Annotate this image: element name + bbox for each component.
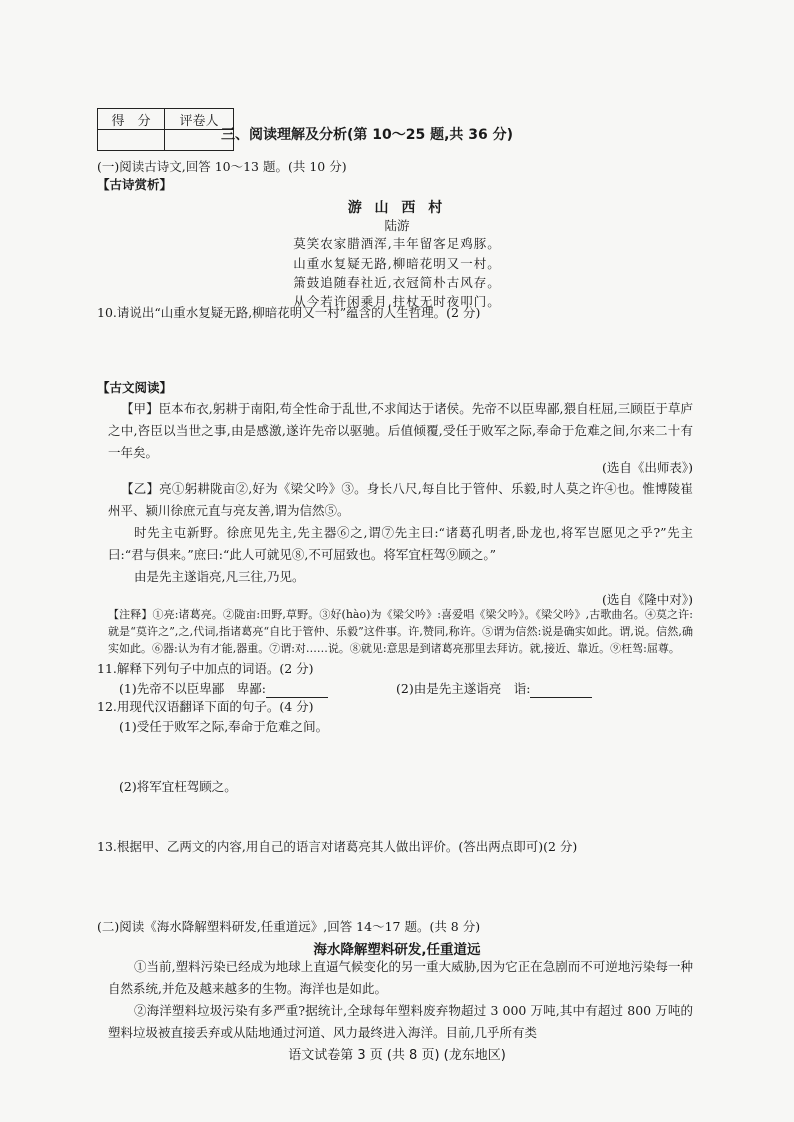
section-title: 三、阅读理解及分析(第 10～25 题,共 36 分) [221, 127, 514, 143]
article-para-1: ①当前,塑料污染已经成为地球上直逼气候变化的另一重大威胁,因为它正在急剧而不可逆地污染每一种自然系统,并危及越来越多的生物。海洋也是如此。 [108, 959, 693, 996]
question-13: 13.根据甲、乙两文的内容,用自己的语言对诸葛亮其人做出评价。(答出两点即可)(2 分) [97, 839, 578, 854]
part2-intro: (二)阅读《海水降解塑料研发,任重道远》,回答 14～17 题。(共 8 分) [97, 919, 481, 934]
poem-title: 游 山 西 村 [347, 200, 447, 216]
jia-source: (选自《出师表》) [601, 460, 693, 475]
poem-label: 【古诗赏析】 [97, 177, 173, 192]
question-12-2: (2)将军宜枉驾顾之。 [119, 779, 237, 794]
answer-blank-11-2[interactable] [530, 685, 592, 698]
question-12: 12.用现代汉语翻译下面的句子。(4 分) [97, 699, 314, 714]
question-10: 10.请说出“山重水复疑无路,柳暗花明又一村”蕴含的人生哲理。(2 分) [97, 305, 481, 320]
question-11-1 [119, 680, 328, 698]
classical-label: 【古文阅读】 [97, 380, 173, 395]
passage-yi-1: 【乙】亮①躬耕陇亩②,好为《梁父吟》③。身长八尺,每自比于管仲、乐毅,时人莫之许④也。惟博陵崔州平、颍川徐庶元直与亮友善,谓为信然⑤。 [108, 481, 693, 518]
poem-line: 莫笑农家腊酒浑,丰年留客足鸡豚。 [293, 236, 501, 251]
score-cell[interactable] [98, 130, 165, 151]
article-para-2: ②海洋塑料垃圾污染有多严重?据统计,全球每年塑料废弃物超过 3 000 万吨,其中有超过 800 万吨的塑料垃圾被直接丢弃或从陆地通过河道、风力最终进入海洋。目前,几乎所有类 [108, 1003, 693, 1040]
poem-line: 山重水复疑无路,柳暗花明又一村。 [293, 256, 501, 271]
passage-jia: 【甲】臣本布衣,躬耕于南阳,苟全性命于乱世,不求闻达于诸侯。先帝不以臣卑鄙,猥自枉屈,三顾臣于草庐之中,咨臣以当世之事,由是感激,遂许先帝以驱驰。后值倾覆,受任于败军之际,奉命于危难之间,尔来二十有一年矣。 [108, 401, 693, 460]
passage-yi-2: 时先主屯新野。徐庶见先主,先主器⑥之,谓⑦先主曰:“诸葛孔明者,卧龙也,将军岂愿见之乎?”先主曰:“君与俱来。”庶曰:“此人可就见⑧,不可屈致也。将军宜枉驾⑨顾之。” [108, 525, 693, 562]
answer-blank-11-1[interactable] [266, 685, 328, 698]
reviewer-label: 评卷人 [165, 109, 234, 130]
article-title: 海水降解塑料研发,任重道远 [313, 942, 481, 958]
question-12-1: (1)受任于败军之际,奉命于危难之间。 [119, 719, 329, 734]
score-label: 得 分 [98, 109, 165, 130]
score-box [97, 108, 234, 151]
question-11-1-text: (1)先帝不以臣卑鄙 卑鄙: [119, 681, 266, 696]
page-footer: 语文试卷第 3 页 (共 8 页) (龙东地区) [288, 1048, 506, 1063]
poem-line: 箫鼓追随春社近,衣冠简朴古风存。 [293, 275, 501, 290]
passage-yi-3: 由是先主遂诣亮,凡三往,乃见。 [134, 569, 305, 584]
yi-source: (选自《隆中对》) [601, 592, 693, 607]
annotations: 【注释】①亮:诸葛亮。②陇亩:田野,草野。③好(hào)为《梁父吟》:喜爱唱《梁父吟》。《梁父吟》,古歌曲名。④莫之许:就是“莫许之”,之,代词,指诸葛亮“自比于管仲、乐毅”这件事。许,赞同,称许。⑤谓为信然:说是确实如此。谓,说。信然,确实如此。⑥器:认为有才能,器重。⑦谓:对……说。⑧就见:意思是到诸葛亮那里去拜访。就,接近、靠近。⑨枉驾:屈尊。 [108, 608, 693, 655]
question-11: 11.解释下列句子中加点的词语。(2 分) [97, 661, 314, 676]
poem-author: 陆游 [384, 218, 410, 233]
poem-line: 从今若许闲乘月,拄杖无时夜叩门。 [293, 294, 501, 309]
question-11-2-text: (2)由是先主遂诣亮 诣: [396, 681, 531, 696]
part1-intro: (一)阅读古诗文,回答 10～13 题。(共 10 分) [97, 159, 347, 174]
question-11-2 [396, 680, 592, 698]
